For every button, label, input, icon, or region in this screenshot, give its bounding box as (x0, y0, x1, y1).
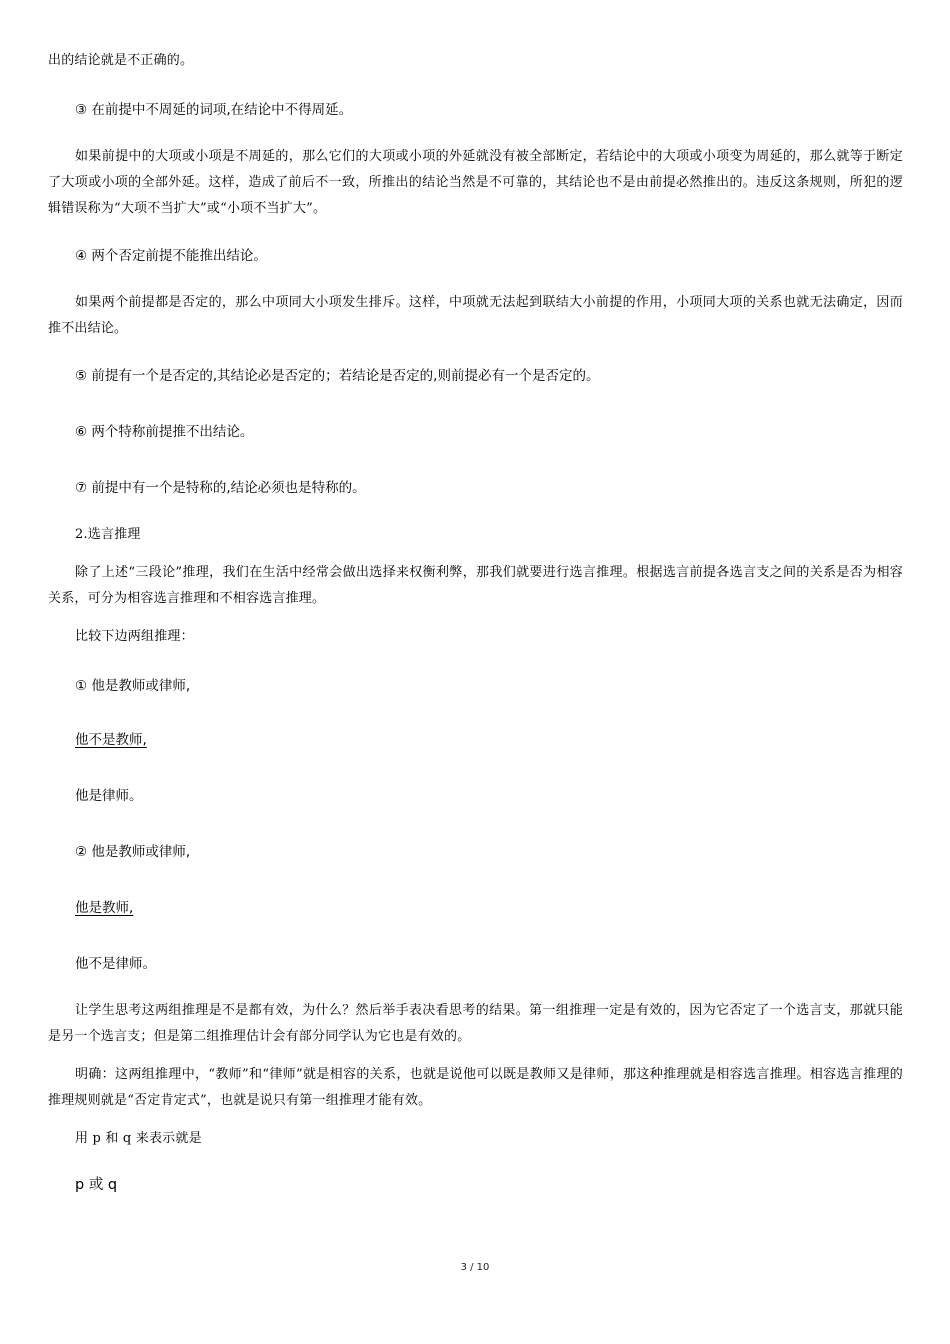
example-2-premise-2 (75, 898, 903, 918)
example-1-premise-2 (75, 730, 903, 750)
paragraph-clarification: 明确：这两组推理中，“教师”和“律师”就是相容的关系，也就是说他可以既是教师又是律师，那这种推理就是相容选言推理。相容选言推理的推理规则就是“否定肯定式”，也就是说只有第一组推理才能有效。 (48, 1067, 903, 1108)
paragraph-rule-3-explanation: 如果前提中的大项或小项是不周延的，那么它们的大项或小项的外延就没有被全部断定，若结论中的大项或小项变为周延的，那么就等于断定了大项或小项的全部外延。这样，造成了前后不一致，所推出的结论当然是不可靠的，其结论也不是由前提必然推出的。违反这条规则，所犯的逻辑错误称为“大项不当扩大”或“小项不当扩大”。 (48, 149, 903, 216)
paragraph-disjunctive-intro: 除了上述“三段论”推理，我们在生活中经常会做出选择来权衡利弊，那我们就要进行选言推理。根据选言前提各选言支之间的关系是否为相容关系，可分为相容选言推理和不相容选言推理。 (48, 565, 903, 606)
paragraph-pq-notation: 用 p 和 q 来表示就是 (75, 1131, 202, 1146)
paragraph-rule-4-explanation: 如果两个前提都是否定的，那么中项同大小项发生排斥。这样，中项就无法起到联结大小前提的作用，小项同大项的关系也就无法确定，因而推不出结论。 (48, 295, 903, 336)
underlined-premise: 他是教师, (75, 900, 134, 916)
rule-6: ⑥ 两个特称前提推不出结论。 (75, 424, 254, 440)
rule-3: ③ 在前提中不周延的词项,在结论中不得周延。 (75, 102, 353, 118)
paragraph-continuation: 出的结论就是不正确的。 (48, 53, 194, 68)
paragraph-compare-prompt: 比较下边两组推理： (75, 629, 194, 644)
formula-p-or-q: p 或 q (75, 1177, 118, 1193)
section-heading-disjunctive-reasoning: 2.选言推理 (75, 527, 141, 542)
rule-5: ⑤ 前提有一个是否定的,其结论必是否定的；若结论是否定的,则前提必有一个是否定的。 (75, 368, 600, 384)
example-2-premise-1: ② 他是教师或律师, (75, 844, 191, 860)
example-2-conclusion: 他不是律师。 (75, 956, 156, 972)
paragraph-student-thinking: 让学生思考这两组推理是不是都有效，为什么？然后举手表决看思考的结果。第一组推理一定是有效的，因为它否定了一个选言支，那就只能是另一个选言支；但是第二组推理估计会有部分同学认为它也是有效的。 (48, 1003, 903, 1044)
page-number: 3 / 10 (460, 1262, 490, 1273)
example-1-conclusion: 他是律师。 (75, 788, 143, 804)
underlined-premise: 他不是教师, (75, 732, 147, 748)
rule-4: ④ 两个否定前提不能推出结论。 (75, 248, 267, 264)
example-1-premise-1: ① 他是教师或律师, (75, 678, 191, 694)
rule-7: ⑦ 前提中有一个是特称的,结论必须也是特称的。 (75, 480, 366, 496)
